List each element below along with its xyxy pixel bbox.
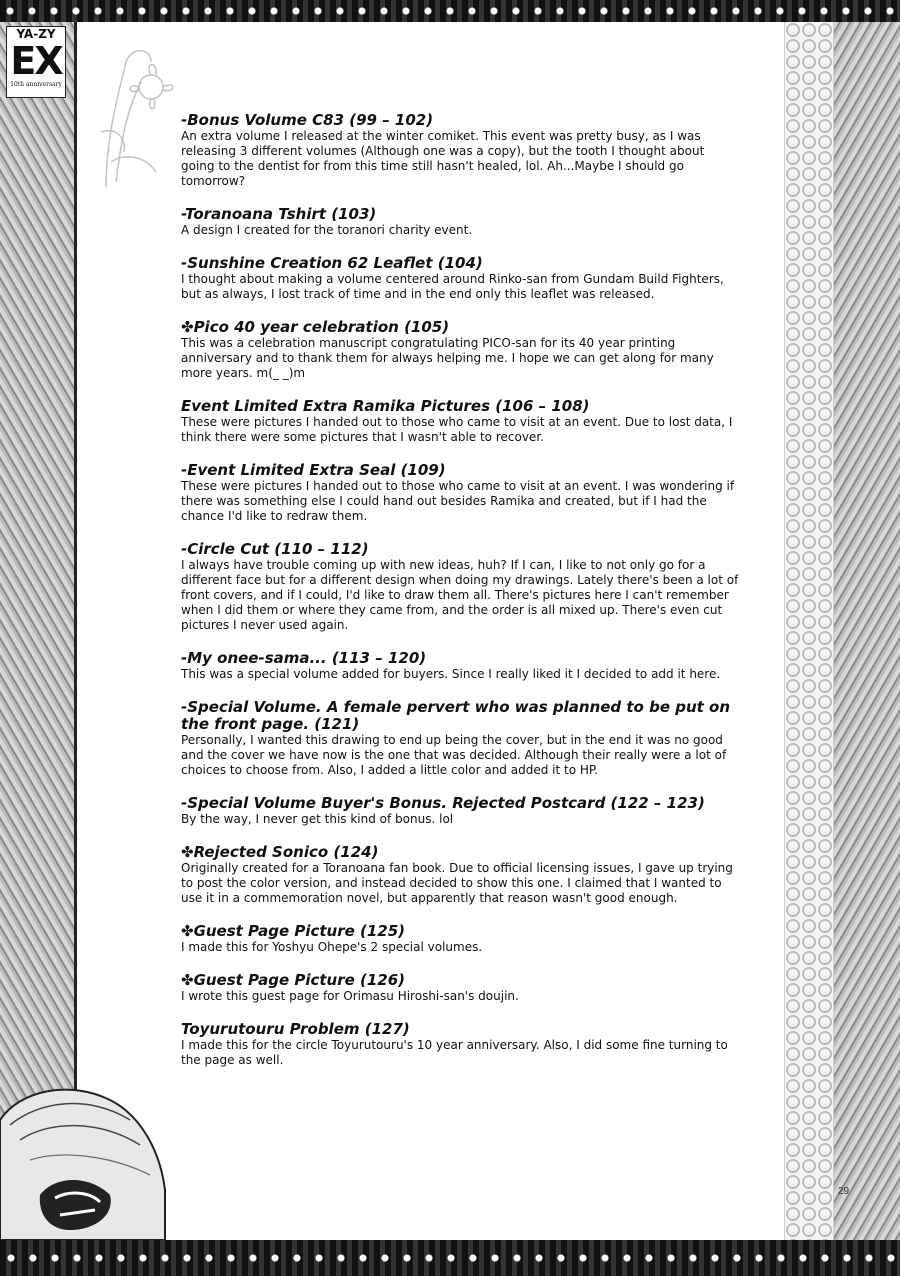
entry [181,206,741,238]
character-illustration [0,1080,170,1240]
entry-body: Originally created for a Toranoana fan book. Due to official licensing issues, I gave up trying to post the color version, and instead decided to show this one. I claimed that I wanted to use it in a commemoration novel, but apparently that reason wasn't good enough. [181,861,733,905]
entry-body: I made this for the circle Toyurutouru's 10 year anniversary. Also, I did some fine turning to the page as well. [181,1038,728,1067]
ya-zy-ex-logo [6,26,66,98]
entry-title: -Toranoana Tshirt (103) [181,205,377,223]
entry-body: This was a special volume added for buyers. Since I really liked it I decided to add it here. [181,667,721,681]
entry-title: -Circle Cut (110 – 112) [181,540,369,558]
entry-body: These were pictures I handed out to those who came to visit at an event. I was wondering if there was something else I could hand out besides Ramika and created, but if I had the chance I'd like to redraw them. [181,479,735,523]
entry [181,923,741,955]
entry-title: -Special Volume Buyer's Bonus. Rejected Postcard (122 – 123) [181,794,705,812]
entry-title: -Event Limited Extra Seal (109) [181,461,446,479]
entry-title: -My onee-sama... (113 – 120) [181,649,427,667]
logo-subtitle: 10th anniversary [10,81,62,88]
entry [181,650,741,682]
entry-title: -Sunshine Creation 62 Leaflet (104) [181,254,483,272]
entry [181,844,741,906]
bottom-decorative-border [0,1240,900,1276]
logo-main-text: EX [10,39,62,83]
entry-body: By the way, I never get this kind of bonus. lol [181,812,454,826]
entry [181,541,741,633]
top-decorative-border [0,0,900,22]
entry [181,795,741,827]
entry-title: ✤Guest Page Picture (125) [181,922,406,940]
logo-top-text: YA-ZY [16,27,56,41]
floral-ornament-icon [96,42,186,192]
entry-title: ✤Guest Page Picture (126) [181,971,406,989]
entry-body: An extra volume I released at the winter comiket. This event was pretty busy, as I was releasing 3 different volumes (Although one was a copy), but the tooth I thought about going to the dentist for from this time still hasn't healed, lol. Ah...Maybe I should go tomorrow? [181,129,705,188]
entry [181,319,741,381]
entry [181,112,741,189]
entry [181,972,741,1004]
entry-title: -Special Volume. A female pervert who was planned to be put on the front page. (121) [181,698,731,733]
entry-title: Event Limited Extra Ramika Pictures (106 – 108) [181,397,590,415]
entry-body: I made this for Yoshyu Ohepe's 2 special volumes. [181,940,483,954]
entry-body: I wrote this guest page for Orimasu Hiroshi-san's doujin. [181,989,519,1003]
entry-body: I always have trouble coming up with new ideas, huh? If I can, I like to not only go for a different face but for a different design when doing my drawings. Lately there's been a lot of front covers, and if I could, I'd like to draw them all. There's pictures here I can't remember when I did them or where they came from, and the order is all mixed up. There's even cut pictures I never used again. [181,558,739,632]
ornament-strip [784,22,834,1240]
entry-title: -Bonus Volume C83 (99 – 102) [181,111,434,129]
entry-body: A design I created for the toranori charity event. [181,223,473,237]
page-number: 29 [838,1186,850,1197]
text-content [181,112,741,1085]
entry [181,462,741,524]
entry [181,699,741,778]
entry [181,255,741,302]
entry [181,398,741,445]
right-decorative-border [832,22,900,1240]
entry-body: These were pictures I handed out to those who came to visit at an event. Due to lost data, I think there were some pictures that I wasn't able to recover. [181,415,733,444]
left-decorative-border [0,22,74,1240]
entry [181,1021,741,1068]
entry-body: This was a celebration manuscript congratulating PICO-san for its 40 year printing anniversary and to thank them for always helping me. I hope we can get along for many more years. m(_ _)m [181,336,714,380]
entry-title: Toyurutouru Problem (127) [181,1020,410,1038]
entry-title: ✤Rejected Sonico (124) [181,843,379,861]
entry-title: ✤Pico 40 year celebration (105) [181,318,450,336]
entry-body: I thought about making a volume centered around Rinko-san from Gundam Build Fighters, but as always, I lost track of time and in the end only this leaflet was released. [181,272,724,301]
entry-body: Personally, I wanted this drawing to end up being the cover, but in the end it was no good and the cover we have now is the one that was decided. Although their really were a lot of choices to choose from. Also, I added a little color and added it to HP. [181,733,727,777]
